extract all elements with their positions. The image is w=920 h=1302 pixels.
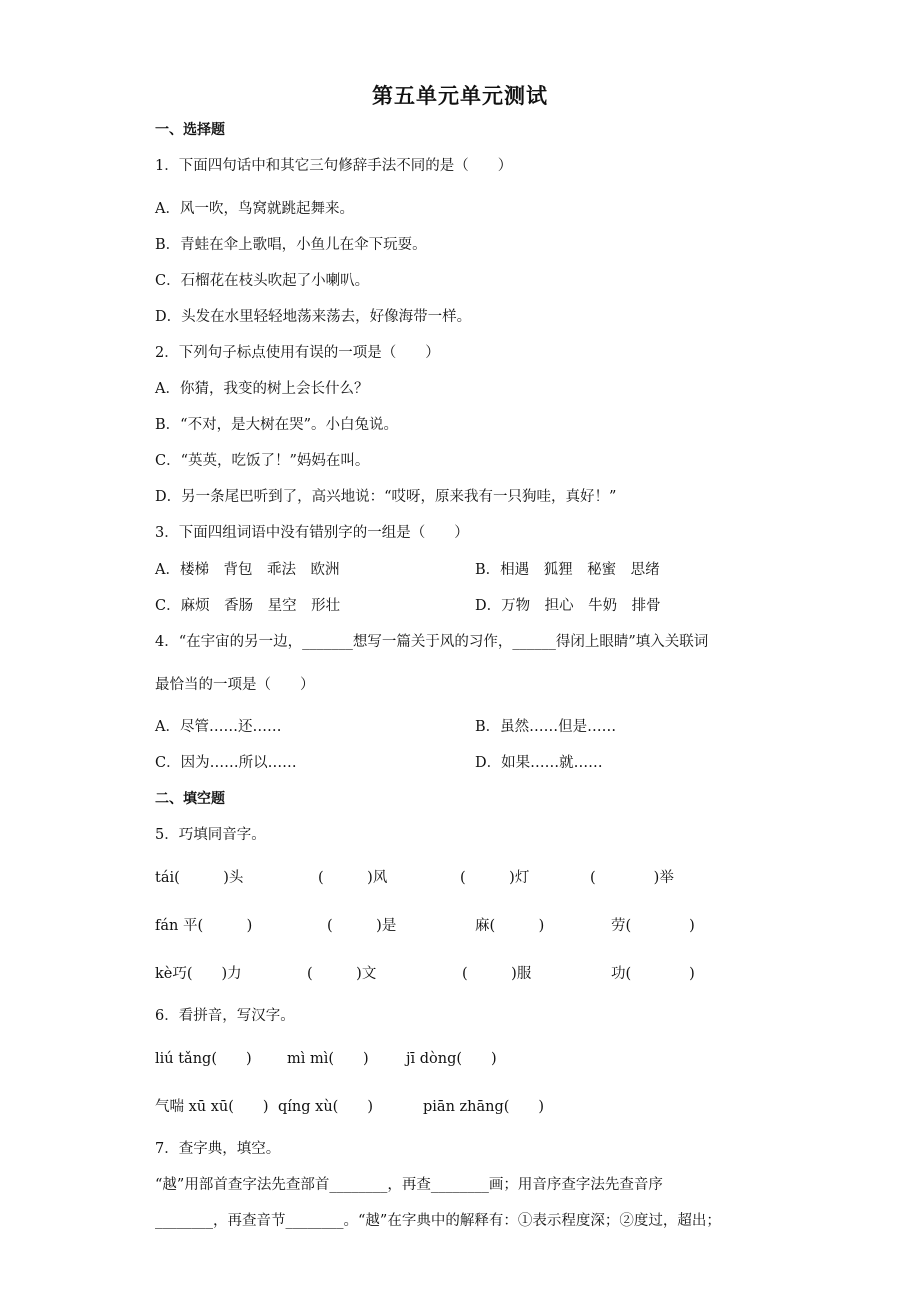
q6-blank: mì mì( )	[287, 1051, 369, 1067]
q5-blank: ( )文	[307, 966, 377, 982]
q6-blank: 气喘 xū xū( )	[155, 1099, 269, 1115]
q1-option-c: C．石榴花在枝头吹起了小喇叭。	[155, 273, 370, 289]
q4-option-a: A．尽管……还……	[155, 719, 282, 735]
q6-stem: 6．看拼音，写汉字。	[155, 1008, 295, 1024]
q5-blank: ( )举	[590, 870, 674, 886]
q5-blank: kè巧( )力	[155, 966, 242, 982]
page-title: 第五单元单元测试	[372, 84, 548, 108]
q4-option-d: D．如果……就……	[475, 755, 603, 771]
q5-blank: fán 平( )	[155, 918, 253, 934]
q3-option-b: B．相遇 狐狸 秘蜜 思绪	[475, 562, 660, 578]
q2-option-c: C．“英英，吃饭了！”妈妈在叫。	[155, 453, 370, 469]
q1-option-a: A．风一吹，鸟窝就跳起舞来。	[155, 201, 354, 217]
q1-option-b: B．青蛙在伞上歌唱，小鱼儿在伞下玩耍。	[155, 237, 427, 253]
q5-blank: tái( )头	[155, 870, 244, 886]
q6-blank: piān zhāng( )	[423, 1099, 545, 1115]
q5-blank: 麻( )	[475, 918, 545, 934]
q1-option-d: D．头发在水里轻轻地荡来荡去，好像海带一样。	[155, 309, 472, 325]
q3-option-a: A．楼梯 背包 乖法 欧洲	[155, 562, 340, 578]
q6-blank: jī dòng( )	[406, 1051, 497, 1067]
q3-option-c: C．麻烦 香肠 星空 形壮	[155, 598, 341, 614]
q5-blank: ( )是	[327, 918, 397, 934]
q2-stem: 2．下列句子标点使用有误的一项是（ ）	[155, 345, 440, 361]
q4-option-b: B．虽然……但是……	[475, 719, 617, 735]
q5-blank: 劳( )	[611, 918, 695, 934]
q4-option-c: C．因为……所以……	[155, 755, 297, 771]
q7-stem: 7．查字典，填空。	[155, 1141, 281, 1157]
section-heading-choice: 一、选择题	[155, 122, 225, 138]
q5-blank: ( )灯	[460, 870, 530, 886]
q6-blank: liú tǎng( )	[155, 1051, 252, 1067]
q2-option-a: A．你猜，我变的树上会长什么？	[155, 381, 369, 397]
q6-blank: qíng xù( )	[278, 1099, 373, 1115]
section-heading-fill: 二、填空题	[155, 791, 225, 807]
q5-stem: 5．巧填同音字。	[155, 827, 266, 843]
q5-blank: 功( )	[611, 966, 695, 982]
q7-line1: “越”用部首查字法先查部首________，再查________画；用音序查字法先查音序	[155, 1177, 663, 1193]
q5-blank: ( )服	[462, 966, 532, 982]
q7-line2: ________，再查音节________。“越”在字典中的解释有：①表示程度深；②度过，超出；	[155, 1213, 721, 1229]
q4-stem-line1: 4．“在宇宙的另一边，_______想写一篇关于风的习作，______得闭上眼睛”填入关联词	[155, 634, 709, 650]
q3-option-d: D．万物 担心 牛奶 排骨	[475, 598, 661, 614]
q1-stem: 1．下面四句话中和其它三句修辞手法不同的是（ ）	[155, 158, 513, 174]
q2-option-b: B．“不对，是大树在哭”。小白兔说。	[155, 417, 398, 433]
q2-option-d: D．另一条尾巴听到了，高兴地说：“哎呀，原来我有一只狗哇，真好！”	[155, 489, 617, 505]
q3-stem: 3．下面四组词语中没有错别字的一组是（ ）	[155, 525, 469, 541]
q4-stem-line2: 最恰当的一项是（ ）	[155, 677, 315, 693]
q5-blank: ( )风	[318, 870, 388, 886]
